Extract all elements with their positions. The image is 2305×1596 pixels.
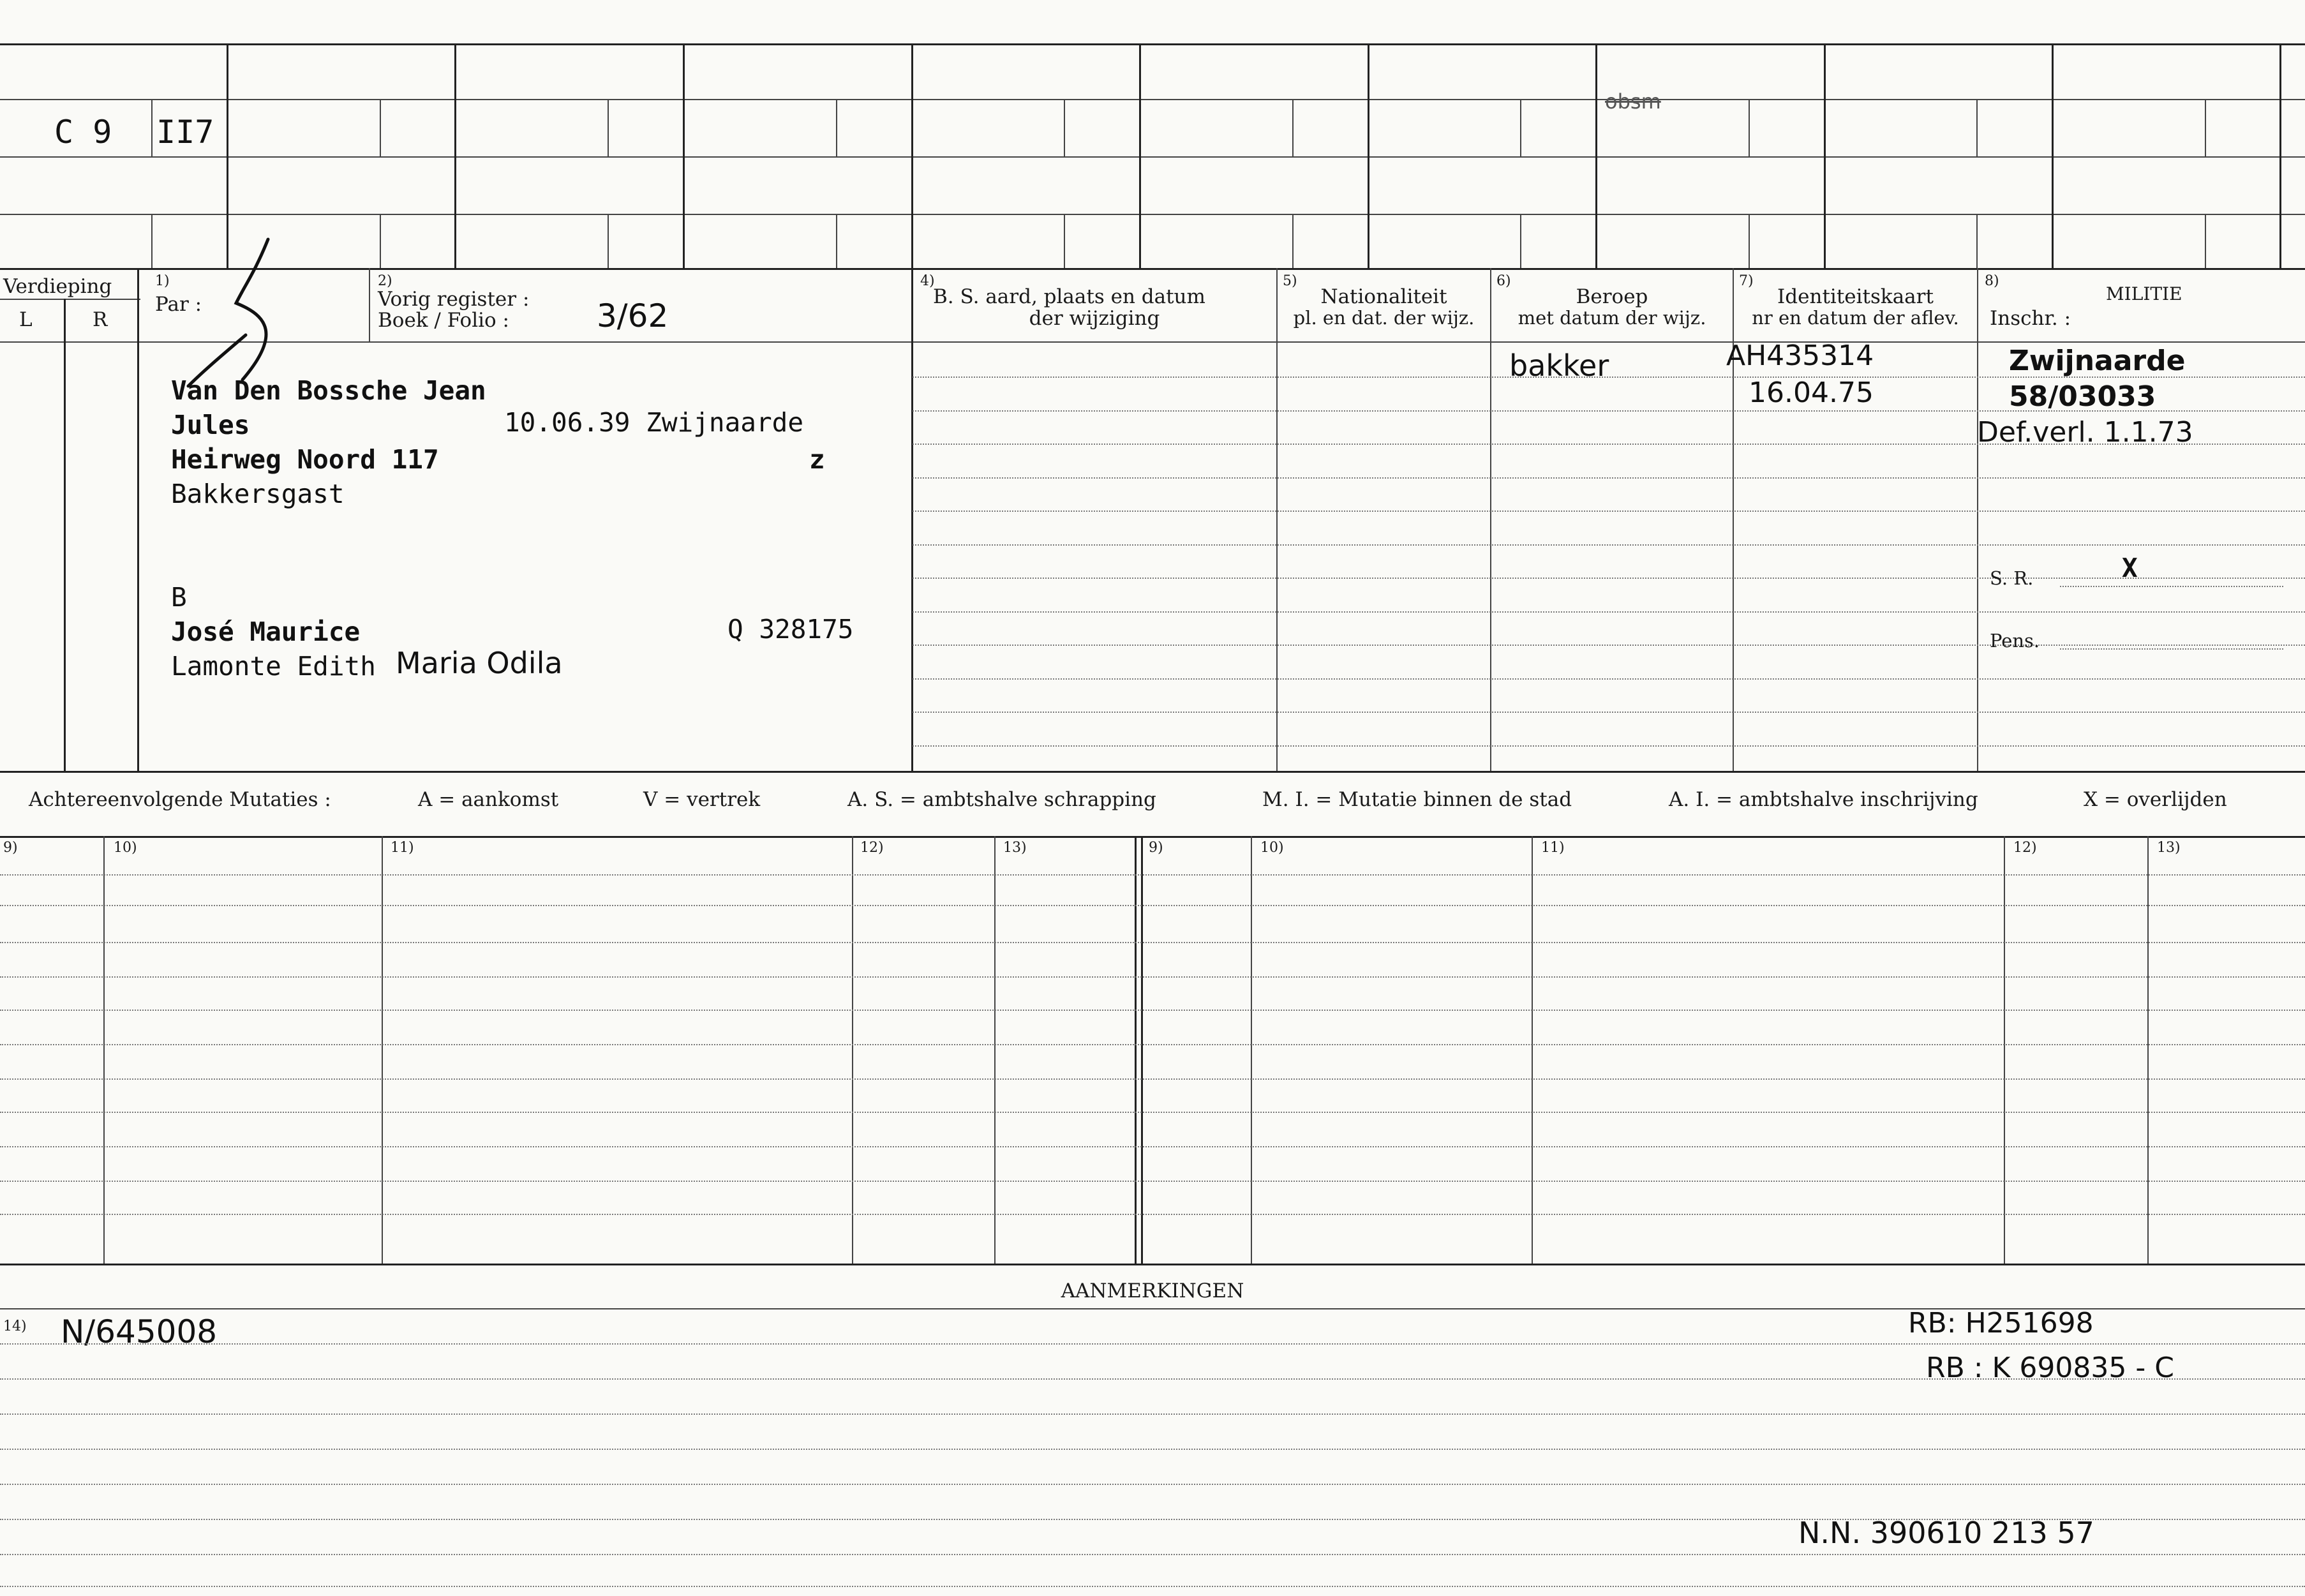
remark-code: N/645008 — [61, 1313, 218, 1350]
militie-label: MILITIE — [2106, 283, 2182, 304]
legend-vertrek: V = vertrek — [643, 788, 761, 811]
verdieping-label: Verdieping — [3, 275, 112, 298]
mut-col-11-left: 11) — [391, 840, 414, 856]
nationaliteit-line1: Nationaliteit — [1320, 285, 1447, 308]
beroep-line1: Beroep — [1576, 285, 1648, 308]
id-number: AH435314 — [1726, 339, 1874, 372]
vorig-register-label: Vorig register : — [378, 288, 530, 311]
pens-label: Pens. — [1990, 630, 2040, 652]
nationaliteit-line2: pl. en dat. der wijz. — [1293, 307, 1475, 329]
person-address: Heirweg Noord 117 — [171, 444, 439, 475]
mut-col-13-right: 13) — [2157, 840, 2181, 856]
field-number-5: 5) — [1283, 273, 1297, 289]
struck-text: obsm — [1605, 89, 1661, 114]
mother-handwritten: Maria Odila — [396, 646, 563, 680]
beroep-value: bakker — [1509, 348, 1609, 383]
address-mark: z — [809, 444, 825, 475]
field-number-14: 14) — [3, 1318, 27, 1334]
legend-schrapping: A. S. = ambtshalve schrapping — [847, 788, 1156, 811]
inschr-label: Inschr. : — [1990, 307, 2071, 330]
mut-col-9-left: 9) — [3, 840, 18, 856]
legend-inschrijving: A. I. = ambtshalve inschrijving — [1669, 788, 1978, 811]
marital-status: B — [171, 582, 187, 613]
militie-number: 58/03033 — [2009, 380, 2156, 413]
mut-col-12-left: 12) — [860, 840, 884, 856]
boek-folio-value: 3/62 — [597, 297, 669, 334]
spouse-given-name: José Maurice — [171, 616, 361, 647]
card-code-number: II7 — [156, 114, 214, 151]
aanmerkingen-title: AANMERKINGEN — [1061, 1279, 1244, 1302]
col-r-label: R — [93, 308, 108, 331]
col-l-label: L — [19, 308, 33, 331]
legend-overlijden: X = overlijden — [2084, 788, 2227, 811]
field-number-7: 7) — [1739, 273, 1754, 289]
mut-col-10-right: 10) — [1260, 840, 1284, 856]
field-number-1: 1) — [155, 273, 170, 289]
par-label: Par : — [155, 293, 202, 316]
field-number-6: 6) — [1496, 273, 1511, 289]
beroep-line2: met datum der wijz. — [1518, 307, 1706, 329]
sr-label: S. R. — [1990, 567, 2034, 589]
legend-aankomst: A = aankomst — [418, 788, 559, 811]
mutaties-title: Achtereenvolgende Mutaties : — [29, 788, 331, 811]
rb-second: RB : K 690835 - C — [1926, 1352, 2174, 1384]
bs-header-line2: der wijziging — [1029, 307, 1160, 330]
id-date: 16.04.75 — [1749, 377, 1874, 409]
person-given-name: Jules — [171, 410, 250, 440]
mother-typed: Lamonte Edith — [171, 651, 376, 682]
sr-value: X — [2122, 553, 2138, 583]
field-number-2: 2) — [378, 273, 392, 289]
spouse-id: Q 328175 — [727, 614, 854, 645]
bs-header-line1: B. S. aard, plaats en datum — [933, 285, 1205, 308]
mut-col-9-right: 9) — [1149, 840, 1163, 856]
identiteitskaart-line1: Identiteitskaart — [1777, 285, 1934, 308]
mut-col-13-left: 13) — [1003, 840, 1027, 856]
par-signature — [185, 233, 306, 392]
person-birth: 10.06.39 Zwijnaarde — [504, 407, 803, 438]
field-number-4: 4) — [920, 273, 935, 289]
person-name: Van Den Bossche Jean — [171, 375, 486, 406]
militie-def: Def.verl. 1.1.73 — [1977, 416, 2193, 449]
mut-col-10-left: 10) — [114, 840, 137, 856]
legend-mutatie-stad: M. I. = Mutatie binnen de stad — [1262, 788, 1572, 811]
card-code-c: C 9 — [54, 114, 112, 151]
identiteitskaart-line2: nr en datum der aflev. — [1752, 307, 1959, 329]
militie-place: Zwijnaarde — [2009, 345, 2186, 377]
field-number-8: 8) — [1985, 273, 1999, 289]
rb-first: RB: H251698 — [1908, 1307, 2094, 1339]
national-number: N.N. 390610 213 57 — [1798, 1516, 2094, 1550]
mut-col-12-right: 12) — [2013, 840, 2037, 856]
person-profession: Bakkersgast — [171, 479, 345, 509]
boek-folio-label: Boek / Folio : — [378, 309, 509, 332]
mut-col-11-right: 11) — [1541, 840, 1565, 856]
